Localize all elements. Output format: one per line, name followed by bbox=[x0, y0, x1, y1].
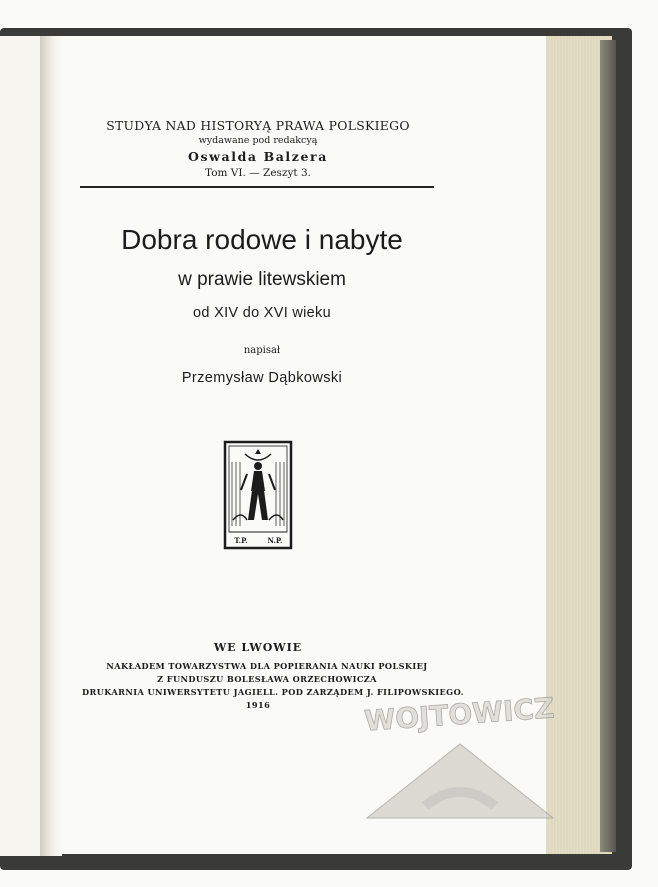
watermark-triangle-icon bbox=[367, 744, 553, 818]
imprint-year: 1916 bbox=[245, 700, 271, 710]
book-gutter bbox=[40, 36, 62, 856]
volume-info: Tom VI. — Zeszyt 3. bbox=[205, 167, 311, 179]
author-name: Przemysław Dąbkowski bbox=[181, 370, 343, 386]
book-subtitle: w prawie litewskiem bbox=[178, 269, 346, 290]
imprint-printer: DRUKARNIA UNIWERSYTETU JAGIELL. POD ZARZĄDEM J. FILIPOWSKIEGO. bbox=[82, 687, 464, 697]
book-title: Dobra rodowe i nabyte bbox=[121, 224, 403, 255]
imprint-place: WE LWOWIE bbox=[213, 641, 303, 654]
divider-rule bbox=[80, 186, 434, 188]
mark-initials-left: T.P. bbox=[234, 536, 248, 545]
editor-note: wydawane pod redakcyą bbox=[198, 135, 318, 146]
watermark-stamp bbox=[355, 688, 565, 828]
imprint-publisher: NAKŁADEM TOWARZYSTWA DLA POPIERANIA NAUKI POLSKIEJ bbox=[106, 661, 428, 671]
printers-mark-icon bbox=[223, 440, 293, 550]
watermark-text: WOJTOWICZ bbox=[363, 691, 556, 738]
series-editor: Oswalda Balzera bbox=[188, 149, 328, 164]
mark-initials-right: N.P. bbox=[267, 536, 283, 545]
by-label: napisał bbox=[243, 345, 281, 356]
page-edges-shadow bbox=[600, 40, 616, 852]
series-title: STUDYA NAD HISTORYĄ PRAWA POLSKIEGO bbox=[106, 118, 410, 133]
previous-page bbox=[0, 36, 44, 856]
imprint-fund: Z FUNDUSZU BOLESŁAWA ORZECHOWICZA bbox=[157, 674, 377, 684]
book-period: od XIV do XVI wieku bbox=[193, 305, 331, 321]
